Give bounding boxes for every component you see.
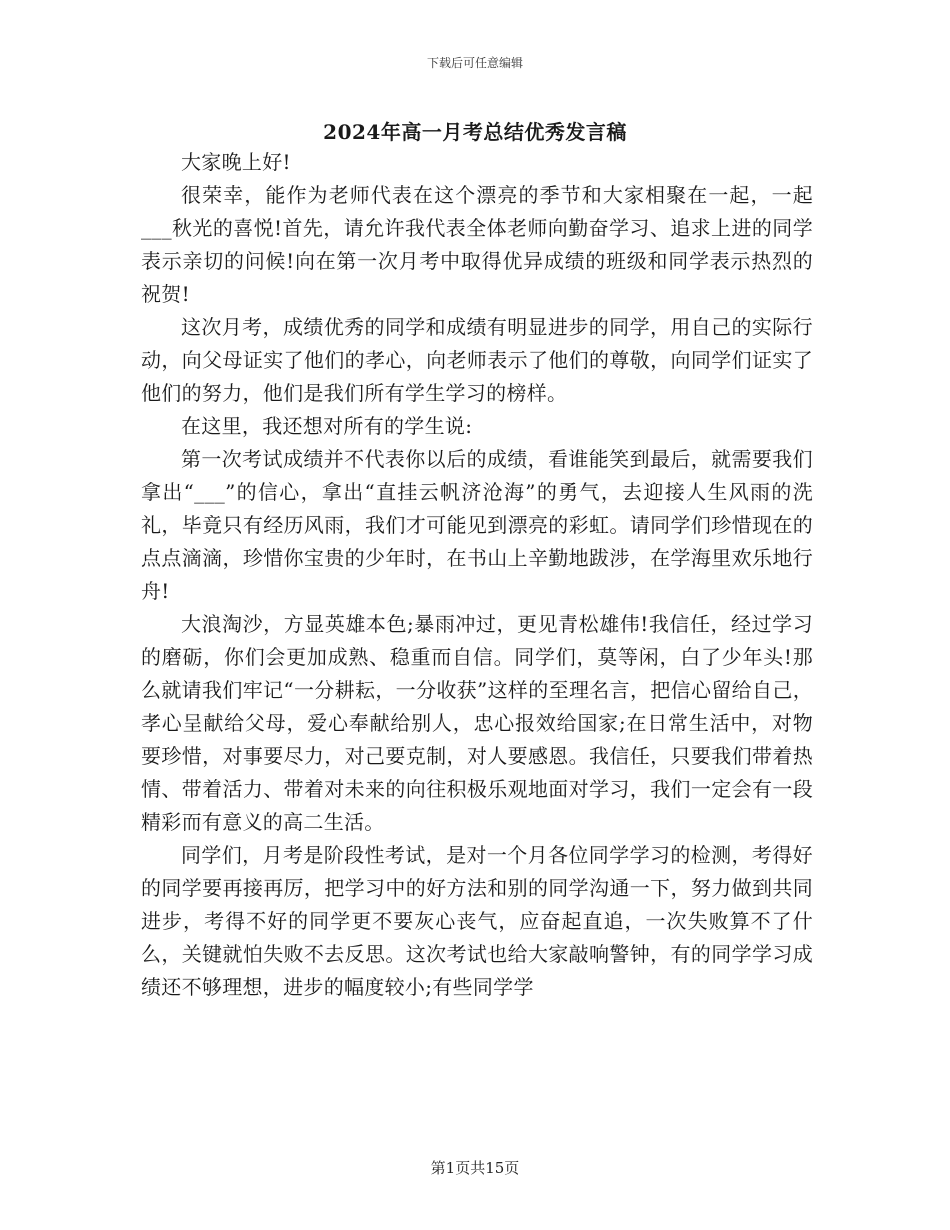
paragraph: 第一次考试成绩并不代表你以后的成绩，看谁能笑到最后，就需要我们拿出“___”的信心，拿出“直挂云帆济沧海”的勇气，去迎接人生风雨的洗礼，毕竟只有经历风雨，我们才可能见到漂亮的彩虹。请同学们珍惜现在的点点滴滴，珍惜你宝贵的少年时，在书山上辛勤地跋涉，在学海里欢乐地行舟! <box>141 447 813 603</box>
document-title: 2024年高一月考总结优秀发言稿 <box>323 120 627 144</box>
paragraph: 大浪淘沙，方显英雄本色;暴雨冲过，更见青松雄伟!我信任，经过学习的磨砺，你们会更加成熟、稳重而自信。同学们，莫等闲，白了少年头!那么就请我们牢记“一分耕耘，一分收获”这样的至理名言，把信心留给自己，孝心呈献给父母，爱心奉献给别人，忠心报效给国家;在日常生活中，对物要珍惜，对事要尽力，对己要克制，对人要感恩。我信任，只要我们带着热情、带着活力、带着对未来的向往积极乐观地面对学习，我们一定会有一段精彩而有意义的高二生活。 <box>141 612 813 834</box>
document-body <box>141 146 813 1004</box>
header-note: 下载后可任意编辑 <box>426 56 523 70</box>
paragraph: 这次月考，成绩优秀的同学和成绩有明显进步的同学，用自己的实际行动，向父母证实了他们的孝心，向老师表示了他们的尊敬，向同学们证实了他们的努力，他们是我们所有学生学习的榜样。 <box>141 315 813 405</box>
paragraph: 很荣幸，能作为老师代表在这个漂亮的季节和大家相聚在一起，一起___秋光的喜悦!首先，请允许我代表全体老师向勤奋学习、追求上进的同学表示亲切的问候!向在第一次月考中取得优异成绩的班级和同学表示热烈的祝贺! <box>141 183 813 306</box>
paragraph: 在这里，我还想对所有的学生说: <box>181 414 473 438</box>
paragraph: 同学们，月考是阶段性考试，是对一个月各位同学学习的检测，考得好的同学要再接再厉，把学习中的好方法和别的同学沟通一下，努力做到共同进步，考得不好的同学更不要灰心丧气，应奋起直追，一次失败算不了什么，关键就怕失败不去反思。这次考试也给大家敲响警钟，有的同学学习成绩还不够理想，进步的幅度较小;有些同学学 <box>141 843 813 999</box>
page-number-footer: 第1页共15页 <box>430 1159 520 1177</box>
paragraph-greeting: 大家晚上好! <box>181 150 291 174</box>
